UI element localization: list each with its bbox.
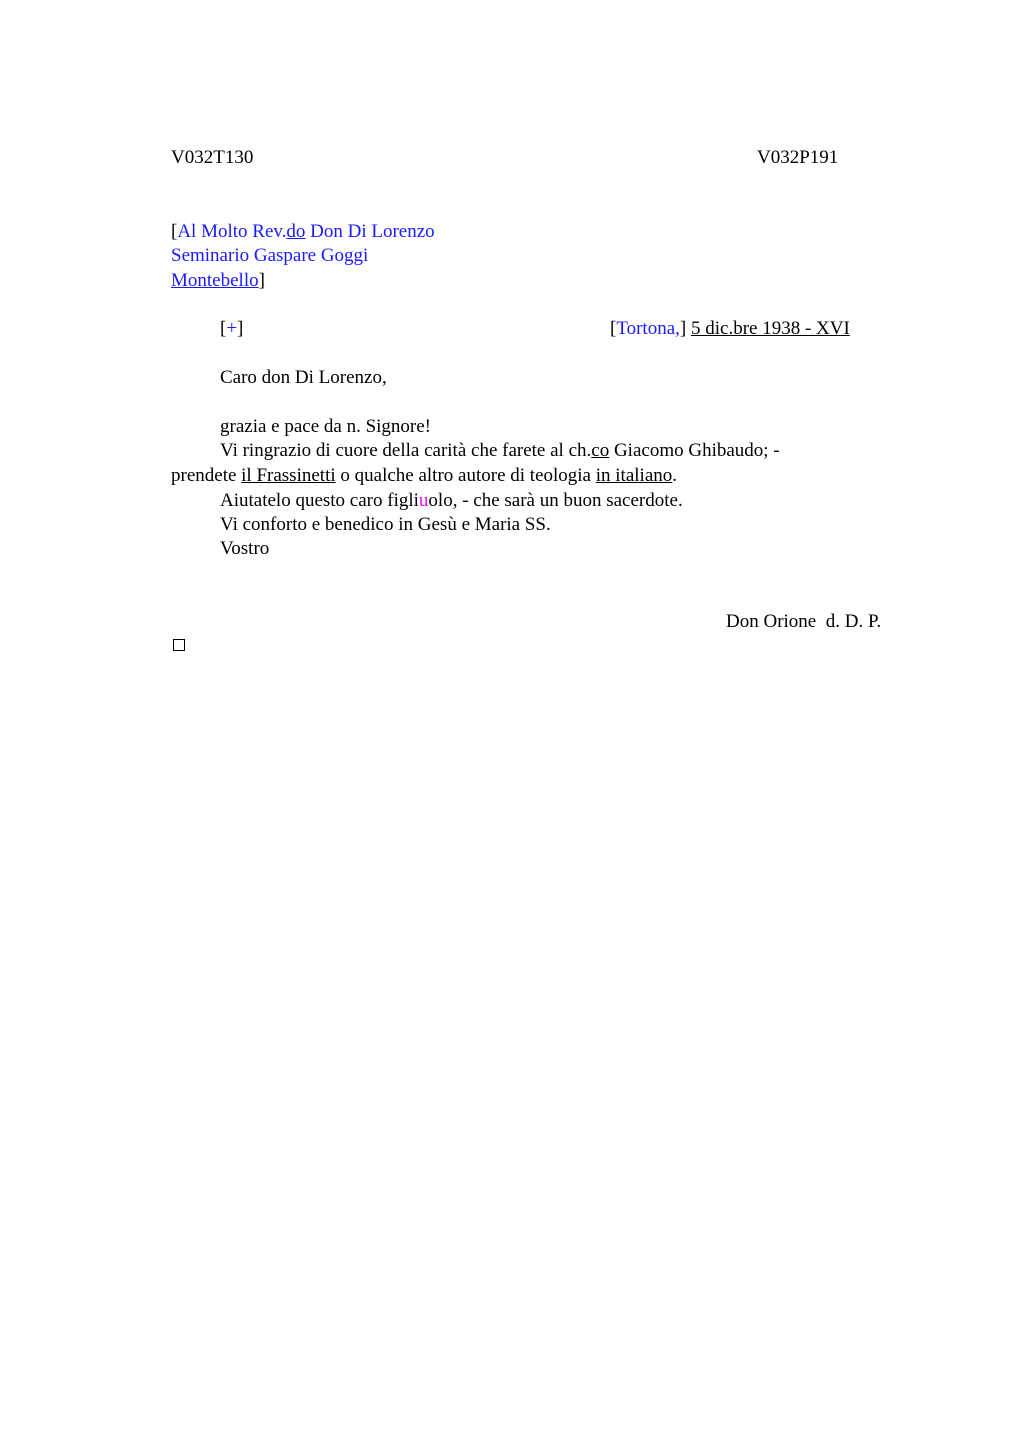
signature bbox=[707, 586, 881, 658]
right-code-text: V032P191 bbox=[757, 147, 839, 168]
cross-close-bracket: ] bbox=[237, 318, 244, 339]
body-line-2-part-a: prendete bbox=[171, 465, 242, 486]
address-line-1 bbox=[171, 220, 435, 244]
body-line-1-part-c: Giacomo Ghibaudo; - bbox=[609, 440, 780, 461]
body-line-3-part-a: Aiutatelo questo caro figli bbox=[220, 490, 419, 511]
body-line-4-text: Vi conforto e benedico in Gesù e Maria SS. bbox=[220, 514, 551, 535]
address-town: Montebello bbox=[171, 270, 259, 291]
address-recipient-name: Don Di Lorenzo bbox=[305, 221, 435, 242]
body-line-1-abbrev: co bbox=[591, 440, 610, 461]
dateline-close-bracket: ] bbox=[679, 318, 687, 339]
body-line-2-language: in italiano bbox=[595, 465, 673, 486]
cross-open-bracket: [ bbox=[220, 318, 227, 339]
end-of-document-square-icon bbox=[173, 639, 185, 651]
address-open-bracket: [ bbox=[171, 221, 178, 242]
body-line-2-part-c: o qualche altro autore di teologia bbox=[335, 465, 596, 486]
address-close-bracket: ] bbox=[258, 270, 265, 291]
body-closing bbox=[220, 537, 269, 561]
dateline-place: Tortona, bbox=[616, 318, 680, 339]
body-line-2-period: . bbox=[672, 465, 678, 486]
signature-text: Don Orione d. D. P. bbox=[726, 611, 882, 632]
dateline-open-bracket: [ bbox=[610, 318, 617, 339]
cross-symbol: + bbox=[226, 318, 238, 339]
body-line-3 bbox=[220, 489, 683, 513]
body-line-2 bbox=[171, 464, 677, 488]
address-line-2 bbox=[171, 244, 368, 268]
body-line-1-part-a: Vi ringrazio di cuore della carità che farete al ch. bbox=[220, 440, 592, 461]
address-institution: Seminario Gaspare Goggi bbox=[171, 245, 369, 266]
dateline-date: 5 dic.bre 1938 - XVI bbox=[690, 318, 850, 339]
salutation bbox=[220, 366, 387, 390]
body-line-3-correction: u bbox=[418, 490, 429, 511]
salutation-text: Caro don Di Lorenzo, bbox=[220, 367, 387, 388]
address-recipient-title: Al Molto Rev. bbox=[177, 221, 287, 242]
address-line-3 bbox=[171, 269, 265, 293]
document-code-right bbox=[757, 146, 838, 170]
body-line-4 bbox=[220, 513, 551, 537]
body-line-2-author: il Frassinetti bbox=[241, 465, 336, 486]
body-greeting bbox=[220, 415, 431, 439]
body-line-1 bbox=[220, 439, 780, 463]
cross-mark bbox=[220, 317, 243, 341]
address-recipient-abbrev: do bbox=[286, 221, 306, 242]
body-line-3-part-c: olo, - che sarà un buon sacerdote. bbox=[428, 490, 683, 511]
left-code-text: V032T130 bbox=[171, 147, 254, 168]
greeting-text: grazia e pace da n. Signore! bbox=[220, 416, 432, 437]
closing-text: Vostro bbox=[220, 538, 270, 559]
dateline bbox=[610, 317, 850, 341]
document-code-left bbox=[171, 146, 253, 170]
